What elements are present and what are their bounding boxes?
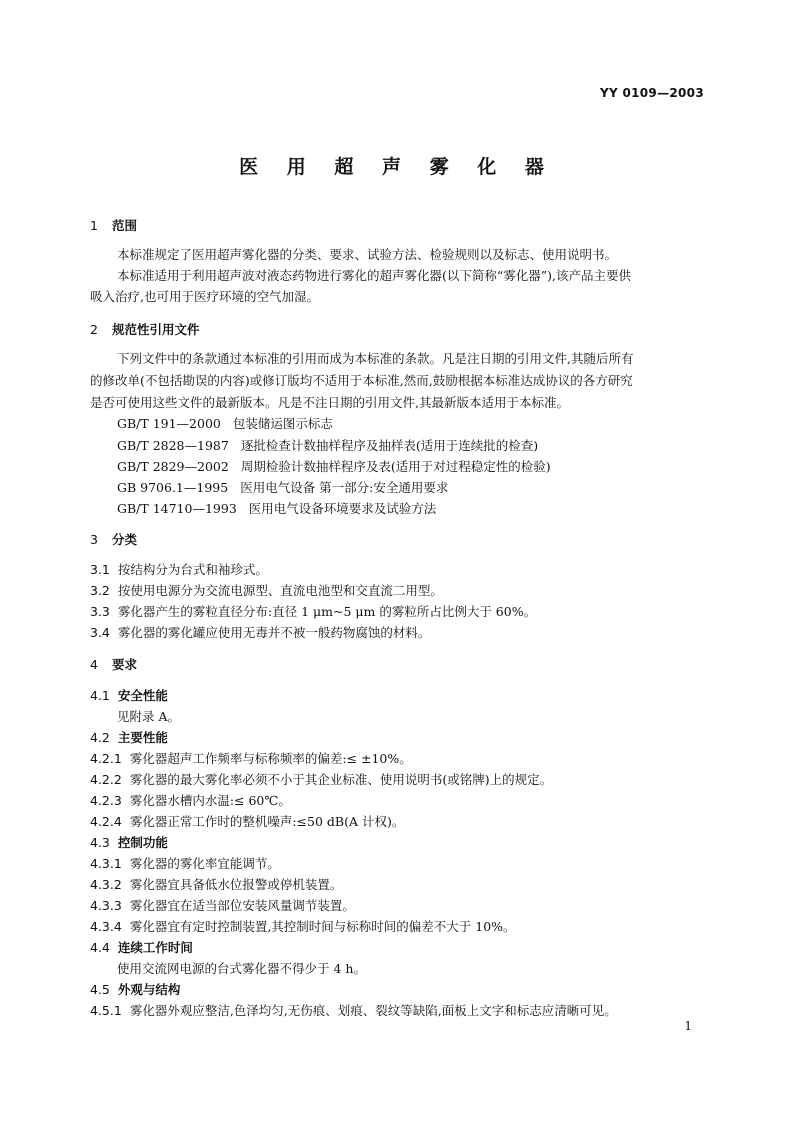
clause-text: 雾化器的最大雾化率必须不小于其企业标准、使用说明书(或铭牌)上的规定。: [129, 772, 553, 787]
reference-code: GB 9706.1—1995: [117, 480, 229, 495]
section-3-heading: [90, 531, 137, 549]
section-4-heading: [90, 656, 137, 674]
paragraph: 下列文件中的条款通过本标准的引用而成为本标准的条款。凡是注日期的引用文件,其随后所有: [117, 351, 634, 366]
reference-code: GB/T 14710—1993: [117, 501, 237, 516]
reference-item: [117, 437, 538, 455]
paragraph: 见附录 A。: [117, 709, 181, 724]
clause-item: [90, 603, 536, 621]
subsection-title: 控制功能: [117, 835, 168, 850]
reference-code: GB/T 191—2000: [117, 416, 221, 431]
reference-item: [117, 479, 448, 497]
section-title: 要求: [112, 657, 138, 672]
clause-number: 4.2.3: [90, 793, 122, 808]
subsection-title: 主要性能: [117, 730, 168, 745]
clause-number: 3.2: [90, 583, 110, 598]
clause-number: 4.3.3: [90, 898, 122, 913]
clause-text: 雾化器超声工作频率与标称频率的偏差:≤ ±10%。: [129, 751, 412, 766]
clause-item: [90, 792, 291, 810]
clause-text: 雾化器的雾化罐应使用无毒并不被一般药物腐蚀的材料。: [117, 625, 431, 640]
section-title: 规范性引用文件: [112, 322, 200, 337]
page-number: 1: [684, 1019, 692, 1033]
clause-text: 雾化器外观应整洁,色泽均匀,无伤痕、划痕、裂纹等缺陷,面板上文字和标志应清晰可见。: [129, 1003, 617, 1018]
clause-item: [90, 813, 404, 831]
clause-number: 4.3.4: [90, 919, 122, 934]
paragraph: 使用交流网电源的台式雾化器不得少于 4 h。: [117, 961, 366, 976]
subsection-heading: [90, 834, 168, 852]
paragraph-continuation: 是否可使用这些文件的最新版本。凡是不注日期的引用文件,其最新版本适用于本标准。: [90, 395, 569, 410]
paragraph: 本标准适用于利用超声波对液态药物进行雾化的超声雾化器(以下简称“雾化器”),该产品主要供: [117, 268, 632, 283]
subsection-number: 4.2: [90, 730, 110, 745]
clause-item: [90, 1002, 617, 1020]
reference-title: 医用电气设备环境要求及试验方法: [248, 501, 437, 516]
section-2-heading: [90, 321, 200, 339]
clause-item: [90, 918, 516, 936]
reference-item: [117, 500, 436, 518]
subsection-number: 4.5: [90, 982, 110, 997]
reference-code: GB/T 2828—1987: [117, 438, 229, 453]
subsection-number: 4.1: [90, 688, 110, 703]
clause-number: 4.2.1: [90, 751, 122, 766]
section-title: 范围: [112, 218, 138, 233]
section-number: 3: [90, 532, 98, 547]
subsection-heading: [90, 729, 168, 747]
section-1-heading: [90, 217, 137, 235]
paragraph-continuation: 吸入治疗,也可用于医疗环境的空气加湿。: [90, 289, 319, 304]
clause-item: [90, 561, 268, 579]
clause-text: 按使用电源分为交流电源型、直流电池型和交直流二用型。: [117, 583, 443, 598]
subsection-title: 安全性能: [117, 688, 168, 703]
clause-item: [90, 855, 280, 873]
subsection-heading: [90, 939, 193, 957]
clause-number: 4.3.2: [90, 877, 122, 892]
subsection-title: 外观与结构: [117, 982, 181, 997]
clause-number: 4.2.4: [90, 814, 122, 829]
clause-item: [90, 750, 412, 768]
clause-text: 雾化器宜在适当部位安装风量调节装置。: [129, 898, 355, 913]
clause-item: [90, 624, 430, 642]
clause-text: 按结构分为台式和袖珍式。: [117, 562, 268, 577]
section-number: 4: [90, 657, 98, 672]
clause-text: 雾化器宜具备低水位报警或停机装置。: [129, 877, 343, 892]
clause-item: [90, 771, 552, 789]
reference-title: 周期检验计数抽样程序及表(适用于对过程稳定性的检验): [240, 459, 551, 474]
clause-item: [90, 582, 443, 600]
clause-number: 4.5.1: [90, 1003, 122, 1018]
reference-title: 逐批检查计数抽样程序及抽样表(适用于连续批的检查): [240, 438, 539, 453]
clause-text: 雾化器宜有定时控制装置,其控制时间与标称时间的偏差不大于 10%。: [129, 919, 516, 934]
reference-item: [117, 458, 551, 476]
paragraph: 本标准规定了医用超声雾化器的分类、要求、试验方法、检验规则以及标志、使用说明书。: [117, 247, 618, 262]
reference-item: [117, 415, 333, 433]
reference-title: 包装储运图示标志: [232, 416, 333, 431]
subsection-title: 连续工作时间: [117, 940, 193, 955]
subsection-number: 4.3: [90, 835, 110, 850]
reference-title: 医用电气设备 第一部分:安全通用要求: [240, 480, 449, 495]
section-title: 分类: [112, 532, 138, 547]
clause-item: [90, 876, 342, 894]
clause-item: [90, 897, 355, 915]
clause-number: 4.3.1: [90, 856, 122, 871]
subsection-heading: [90, 981, 180, 999]
section-number: 1: [90, 218, 98, 233]
clause-text: 雾化器正常工作时的整机噪声:≤50 dB(A 计权)。: [129, 814, 405, 829]
clause-text: 雾化器产生的雾粒直径分布:直径 1 μm~5 μm 的雾粒所占比例大于 60%。: [117, 604, 537, 619]
clause-number: 3.3: [90, 604, 110, 619]
clause-number: 4.2.2: [90, 772, 122, 787]
subsection-number: 4.4: [90, 940, 110, 955]
clause-number: 3.1: [90, 562, 110, 577]
standard-number: YY 0109—2003: [600, 86, 704, 100]
clause-number: 3.4: [90, 625, 110, 640]
section-number: 2: [90, 322, 98, 337]
document-title: 医 用 超 声 雾 化 器: [239, 156, 555, 178]
subsection-heading: [90, 687, 168, 705]
reference-code: GB/T 2829—2002: [117, 459, 229, 474]
clause-text: 雾化器水槽内水温:≤ 60℃。: [129, 793, 291, 808]
paragraph-continuation: 的修改单(不包括勘误的内容)或修订版均不适用于本标准,然而,鼓励根据本标准达成协议的各方研究: [90, 373, 633, 388]
clause-text: 雾化器的雾化率宜能调节。: [129, 856, 280, 871]
